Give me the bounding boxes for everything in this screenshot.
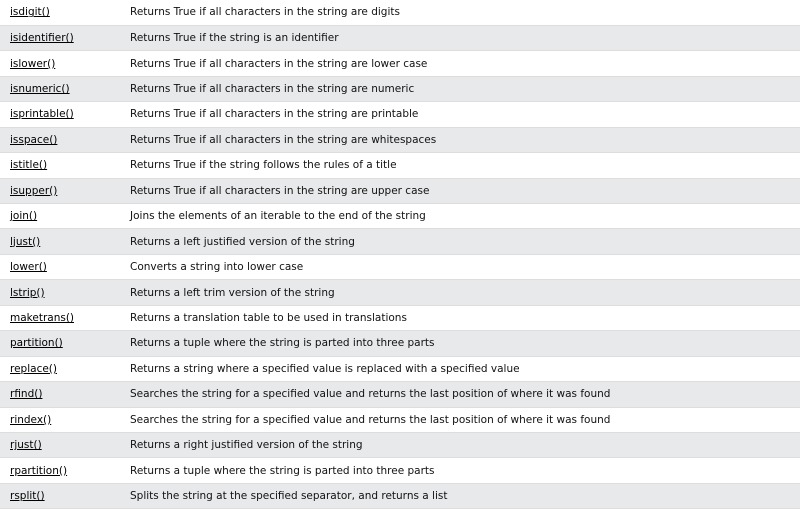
table-row — [0, 432, 800, 457]
method-link-maketrans[interactable]: maketrans() — [10, 311, 75, 324]
description-cell: Splits the string at the specified separator, and returns a list — [130, 490, 448, 503]
method-link-lstrip[interactable]: lstrip() — [10, 286, 45, 299]
method-cell — [0, 280, 120, 305]
table-row — [0, 25, 800, 50]
table-row — [0, 280, 800, 305]
description-cell: Returns True if all characters in the string are numeric — [130, 83, 415, 96]
method-link-rfind[interactable]: rfind() — [10, 388, 43, 401]
table-row — [0, 178, 800, 203]
method-link-rpartition[interactable]: rpartition() — [10, 464, 68, 477]
method-cell — [0, 25, 120, 50]
table-row — [0, 331, 800, 356]
description-cell: Returns True if all characters in the string are upper case — [130, 184, 430, 197]
description-cell: Returns a right justified version of the string — [130, 439, 363, 452]
table-row — [0, 51, 800, 76]
method-link-partition[interactable]: partition() — [10, 337, 63, 350]
method-link-isspace[interactable]: isspace() — [10, 133, 58, 146]
method-cell — [0, 356, 120, 381]
method-cell — [0, 305, 120, 330]
table-row — [0, 407, 800, 432]
table-row — [0, 254, 800, 279]
method-link-replace[interactable]: replace() — [10, 362, 57, 375]
method-link-isupper[interactable]: isupper() — [10, 184, 58, 197]
description-cell: Returns a left justified version of the string — [130, 235, 355, 248]
method-cell — [0, 76, 120, 101]
description-cell: Returns True if all characters in the string are whitespaces — [130, 133, 437, 146]
method-link-rjust[interactable]: rjust() — [10, 439, 42, 452]
table-row — [0, 153, 800, 178]
method-cell — [0, 254, 120, 279]
method-cell — [0, 432, 120, 457]
method-link-lower[interactable]: lower() — [10, 261, 47, 274]
description-cell: Returns True if the string follows the rules of a title — [130, 159, 397, 172]
description-cell: Joins the elements of an iterable to the end of the string — [130, 210, 426, 223]
method-cell — [0, 483, 120, 508]
method-cell — [0, 51, 120, 76]
description-cell: Returns a tuple where the string is parted into three parts — [130, 337, 435, 350]
table-row — [0, 102, 800, 127]
method-link-isidentifier[interactable]: isidentifier() — [10, 32, 74, 45]
method-cell — [0, 0, 120, 25]
method-link-rindex[interactable]: rindex() — [10, 413, 52, 426]
description-cell: Returns True if all characters in the string are lower case — [130, 57, 428, 70]
table-row — [0, 458, 800, 483]
table-row — [0, 204, 800, 229]
description-cell: Returns True if all characters in the string are printable — [130, 108, 419, 121]
method-cell — [0, 229, 120, 254]
method-cell — [0, 458, 120, 483]
method-link-join[interactable]: join() — [10, 210, 38, 223]
table-row — [0, 382, 800, 407]
method-link-rsplit[interactable]: rsplit() — [10, 490, 45, 503]
method-cell — [0, 382, 120, 407]
description-cell: Returns True if the string is an identifier — [130, 32, 339, 45]
method-link-istitle[interactable]: istitle() — [10, 159, 48, 172]
table-row — [0, 483, 800, 508]
description-cell: Returns a left trim version of the string — [130, 286, 335, 299]
description-cell: Returns True if all characters in the string are digits — [130, 6, 400, 19]
table-row — [0, 127, 800, 152]
method-link-isprintable[interactable]: isprintable() — [10, 108, 74, 121]
method-link-ljust[interactable]: ljust() — [10, 235, 41, 248]
description-cell: Returns a string where a specified value is replaced with a specified value — [130, 362, 520, 375]
method-cell — [0, 331, 120, 356]
method-cell — [0, 407, 120, 432]
method-cell — [0, 153, 120, 178]
table-row — [0, 0, 800, 25]
table-row — [0, 305, 800, 330]
table-row — [0, 229, 800, 254]
description-cell: Returns a translation table to be used in translations — [130, 311, 407, 324]
method-link-islower[interactable]: islower() — [10, 57, 56, 70]
method-link-isnumeric[interactable]: isnumeric() — [10, 83, 70, 96]
method-cell — [0, 178, 120, 203]
table-row — [0, 76, 800, 101]
description-cell: Searches the string for a specified value and returns the last position of where it was found — [130, 413, 611, 426]
method-cell — [0, 204, 120, 229]
method-link-isdigit[interactable]: isdigit() — [10, 6, 50, 19]
method-cell — [0, 102, 120, 127]
description-cell: Returns a tuple where the string is parted into three parts — [130, 464, 435, 477]
description-cell: Searches the string for a specified value and returns the last position of where it was found — [130, 388, 611, 401]
description-cell: Converts a string into lower case — [130, 261, 304, 274]
table-row — [0, 356, 800, 381]
method-cell — [0, 127, 120, 152]
